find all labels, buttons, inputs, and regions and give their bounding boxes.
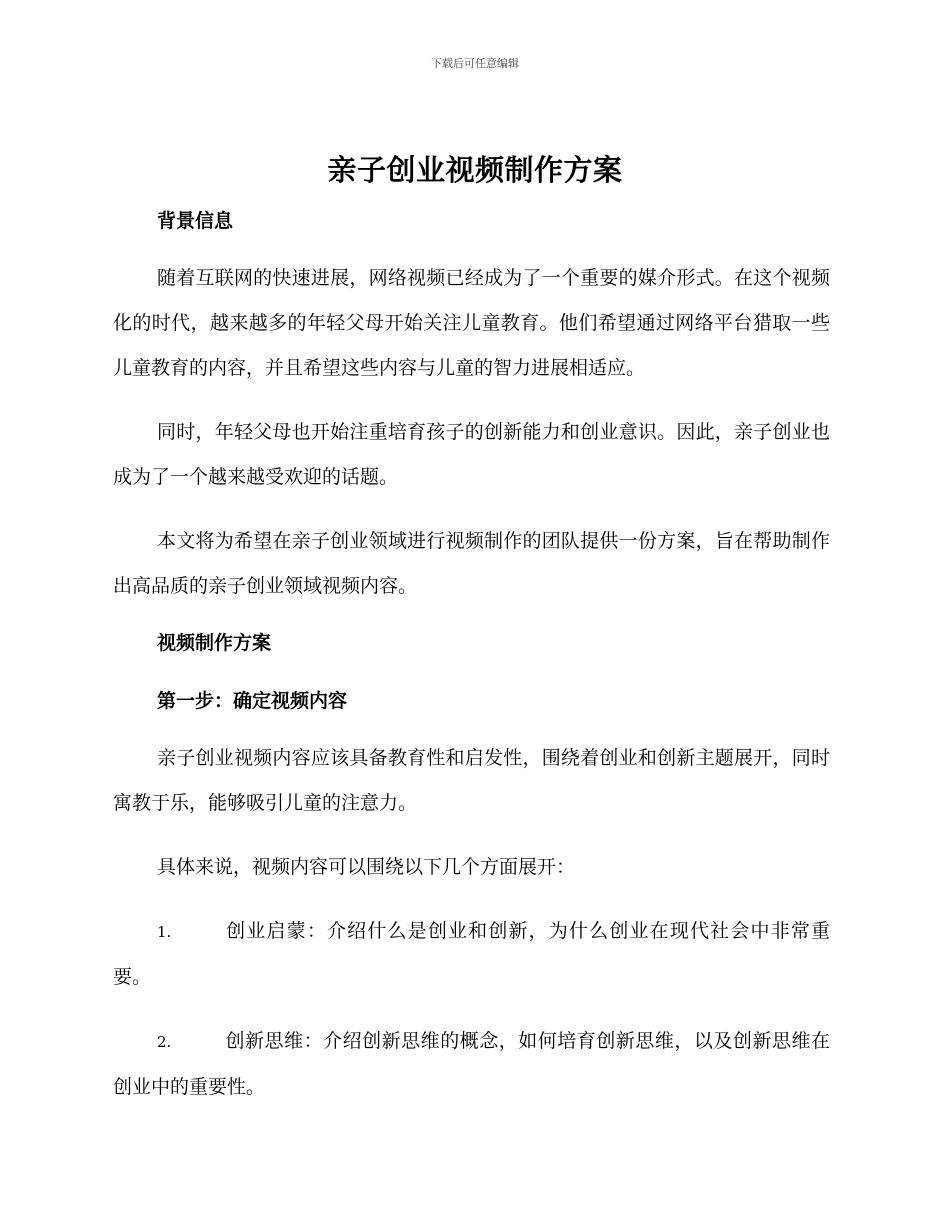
paragraph: 亲子创业视频内容应该具备教育性和启发性，围绕着创业和创新主题展开，同时寓教于乐，能够吸引儿童的注意力。 (113, 747, 830, 814)
paragraph: 同时，年轻父母也开始注重培育孩子的创新能力和创业意识。因此，亲子创业也成为了一个越来越受欢迎的话题。 (113, 421, 830, 488)
list-item-text: 创新思维：介绍创新思维的概念，如何培育创新思维，以及创新思维在创业中的重要性。 (113, 1030, 830, 1098)
list-item-number: 1. (157, 923, 172, 941)
list-item-text: 创业启蒙：介绍什么是创业和创新，为什么创业在现代社会中非常重要。 (113, 920, 830, 988)
list-item (113, 1019, 830, 1110)
paragraph: 本文将为希望在亲子创业领域进行视频制作的团队提供一份方案，旨在帮助制作出高品质的亲子创业领域视频内容。 (113, 530, 830, 597)
paragraph: 具体来说，视频内容可以围绕以下几个方面展开： (157, 856, 576, 878)
list-item (113, 909, 830, 1000)
document-title: 亲子创业视频制作方案 (327, 153, 623, 187)
document-body (113, 200, 830, 1123)
section-heading-background: 背景信息 (157, 210, 234, 232)
step-heading: 第一步：确定视频内容 (157, 690, 348, 712)
section-heading-plan: 视频制作方案 (157, 632, 272, 654)
paragraph: 随着互联网的快速进展，网络视频已经成为了一个重要的媒介形式。在这个视频化的时代，越来越多的年轻父母开始关注儿童教育。他们希望通过网络平台猎取一些儿童教育的内容，并且希望这些内容与儿童的智力进展相适应。 (113, 267, 830, 379)
list-item-number: 2. (157, 1033, 172, 1051)
page-header-note: 下载后可任意编辑 (431, 57, 519, 70)
